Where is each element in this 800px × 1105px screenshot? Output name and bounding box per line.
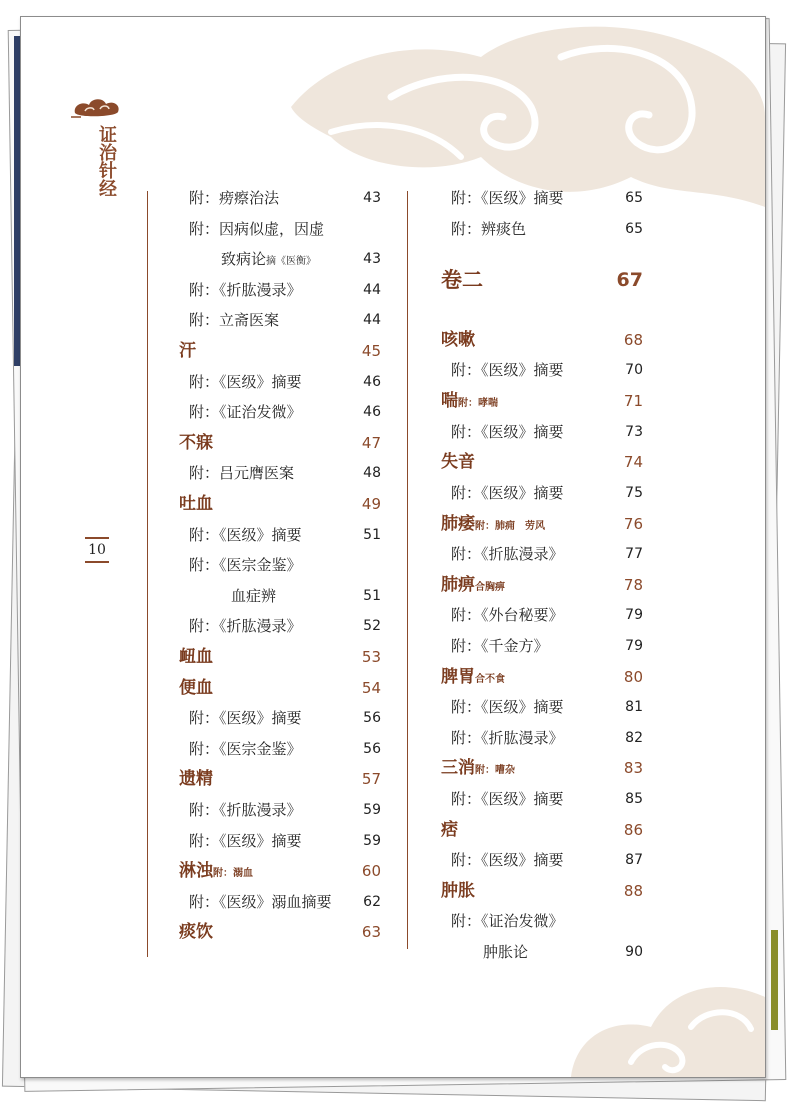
toc-heading (441, 878, 643, 904)
toc-entry-title (441, 664, 505, 693)
toc-entry-title (451, 694, 564, 720)
toc-entry (441, 602, 643, 628)
toc-entry-title (441, 449, 475, 475)
toc-entry-text: 喘 (441, 391, 458, 411)
toc-entry-text: 附：辨痰色 (451, 219, 527, 238)
toc-entry-text: 附：《折肱漫录》 (451, 729, 564, 747)
toc-entry-title (231, 583, 276, 609)
cloud-logo-icon (71, 95, 123, 121)
toc-heading (441, 511, 643, 537)
toc-entry-text: 肺痿 (441, 514, 475, 534)
toc-entry (441, 939, 643, 965)
toc-entry-title (451, 480, 564, 506)
toc-heading (179, 644, 381, 670)
toc-entry-title (451, 541, 564, 567)
toc-page-number: 60 (361, 862, 381, 881)
toc-page-number: 52 (363, 618, 381, 635)
toc-entry-title (189, 399, 302, 425)
toc-entry-title (189, 460, 294, 486)
toc-page-number: 90 (625, 944, 643, 960)
toc-entry-text: 不寐 (179, 432, 213, 453)
toc-entry (179, 889, 381, 915)
toc-entry-title (179, 338, 196, 364)
page-number: 10 (85, 537, 109, 563)
toc-page-number: 77 (625, 546, 643, 562)
toc-page-number: 56 (363, 710, 381, 727)
toc-entry-note: 摘《医衡》 (266, 256, 317, 268)
toc-entry-title (441, 572, 505, 601)
toc-entry-title (451, 633, 549, 659)
toc-entry-title (189, 185, 279, 211)
toc-page-number: 67 (616, 269, 643, 291)
toc-page-number: 48 (363, 465, 381, 482)
toc-entry (179, 399, 381, 425)
toc-entry (441, 541, 643, 567)
toc-page-number: 65 (625, 190, 643, 206)
toc-entry-text: 附：《证治发微》 (189, 403, 302, 422)
toc-entry-text: 附：《医级》摘要 (451, 423, 564, 441)
toc-heading (179, 675, 381, 701)
toc-entry-text: 痰饮 (179, 922, 213, 943)
toc-entry (441, 357, 643, 383)
toc-page-number: 79 (625, 638, 643, 654)
toc-entry-text: 吐血 (179, 494, 213, 514)
toc-entry-text: 附：立斋医案 (189, 311, 280, 330)
toc-entry-text: 附：痨瘵治法 (189, 189, 280, 207)
toc-page-number: 43 (363, 190, 381, 206)
toc-entry-title (189, 889, 332, 915)
toc-page-number: 87 (625, 852, 643, 868)
toc-heading (441, 267, 643, 293)
toc-page-number: 83 (623, 759, 643, 777)
toc-entry (441, 725, 643, 751)
running-title: 证治针经 (96, 125, 117, 197)
toc-entry (179, 828, 381, 854)
page-edge-olive (771, 930, 778, 1030)
toc-entry-title (189, 736, 302, 762)
toc-page-number: 59 (363, 832, 381, 849)
toc-heading (441, 755, 643, 781)
toc-entry-title (179, 766, 213, 792)
toc-entry-text: 附：《外台秘要》 (451, 606, 564, 624)
toc-page-number: 88 (623, 882, 643, 900)
toc-page-number: 46 (363, 373, 381, 390)
toc-entry-note: 附：嘈杂 (475, 765, 515, 776)
toc-page-number: 57 (361, 770, 381, 789)
toc-entry (179, 369, 381, 395)
toc-entry-title (451, 847, 564, 873)
toc-entry-title (179, 430, 213, 456)
toc-entry-title (189, 797, 302, 823)
toc-entry-text: 遗精 (179, 769, 213, 790)
toc-page-number: 76 (623, 515, 643, 533)
toc-page-number: 74 (623, 453, 643, 471)
toc-entry-text: 附：《医级》摘要 (451, 484, 564, 502)
toc-entry-text: 附：《折肱漫录》 (189, 617, 302, 636)
toc-entry-text: 失音 (441, 452, 475, 472)
toc-page-number: 65 (625, 220, 643, 237)
toc-heading (441, 449, 643, 475)
toc-heading (441, 572, 643, 598)
toc-entry (441, 633, 643, 659)
toc-page-number: 68 (623, 331, 643, 349)
toc-entry-text: 附：《千金方》 (451, 637, 549, 655)
toc-entry-title (179, 858, 253, 887)
toc-entry (441, 185, 643, 211)
toc-page-number: 43 (363, 251, 381, 268)
toc-entry-text: 附：《医宗金鉴》 (189, 739, 302, 758)
toc-entry-note: 附：肺痈 劳风 (475, 521, 545, 532)
toc-entry-text: 痞 (441, 820, 458, 840)
toc-entry-text: 附：《折肱漫录》 (189, 801, 302, 819)
toc-entry-text: 附：《证治发微》 (451, 912, 564, 930)
toc-entry-title (179, 491, 213, 517)
toc-heading (179, 491, 381, 517)
toc-entry (179, 185, 381, 211)
toc-heading (179, 338, 381, 364)
toc-page-number: 54 (361, 678, 381, 697)
toc-heading (441, 817, 643, 843)
cloud-ornament-top (271, 17, 765, 207)
toc-entry-title (189, 277, 302, 303)
toc-entry-title (189, 216, 324, 242)
toc-page-number: 82 (625, 730, 643, 746)
toc-entry-title (189, 828, 302, 854)
toc-entry-text: 附：《医级》摘要 (189, 709, 302, 728)
toc-page-number: 44 (363, 281, 381, 298)
toc-page-number: 71 (623, 392, 643, 410)
toc-entry-text: 附：《医级》摘要 (451, 361, 564, 379)
toc-entry-title (451, 357, 564, 383)
toc-entry-text: 附：吕元膺医案 (189, 464, 295, 483)
toc-entry-title (451, 786, 564, 812)
toc-entry (441, 216, 643, 242)
toc-entry-text: 肺痹 (441, 575, 475, 595)
toc-entry-title (451, 908, 564, 934)
toc-page-number: 47 (361, 433, 381, 452)
toc-entry-title (441, 267, 483, 293)
toc-entry-title (179, 919, 213, 945)
toc-entry-text: 附：《医级》摘要 (189, 525, 302, 544)
toc-entry-title (441, 878, 475, 904)
toc-page-number: 51 (363, 526, 381, 543)
toc-entry (179, 246, 381, 272)
toc-entry (179, 797, 381, 823)
toc-page-number: 56 (363, 740, 381, 757)
toc-entry-text: 附：《折肱漫录》 (451, 545, 564, 563)
toc-entry-title (189, 307, 279, 333)
toc-page-number: 85 (625, 791, 643, 807)
toc-heading (441, 388, 643, 414)
toc-entry-text: 附：《医级》摘要 (189, 372, 302, 391)
toc-entry-title (189, 552, 302, 578)
toc-page-number: 53 (361, 648, 381, 666)
toc-page-number: 73 (625, 424, 643, 440)
toc-entry-text: 肿胀 (441, 881, 475, 901)
toc-entry-text: 淋浊 (179, 861, 213, 882)
toc-entry-text: 血症辨 (231, 586, 277, 605)
toc-entry-text: 致病论 (221, 250, 267, 269)
toc-entry-text: 三消 (441, 758, 475, 778)
toc-entry-title (451, 185, 564, 211)
toc-entry (179, 613, 381, 639)
toc-page-number: 79 (625, 607, 643, 623)
toc-entry-title (221, 246, 316, 275)
toc-page-number: 44 (363, 312, 381, 329)
toc-heading (179, 858, 381, 884)
toc-entry (179, 552, 381, 578)
toc-heading (441, 664, 643, 690)
toc-page-number: 78 (623, 576, 643, 594)
toc-page-number: 51 (363, 587, 381, 604)
toc-entry-title (189, 522, 302, 548)
toc-entry-text: 衄血 (179, 647, 213, 667)
toc-entry (441, 786, 643, 812)
toc-entry-title (189, 613, 302, 639)
toc-entry-text: 附：《折肱漫录》 (189, 280, 302, 299)
toc-page-number: 86 (623, 821, 643, 839)
toc-entry-title (189, 369, 302, 395)
toc-entry (179, 460, 381, 486)
toc-entry (179, 705, 381, 731)
toc-entry-text: 便血 (179, 677, 213, 698)
toc-entry-title (441, 817, 458, 843)
toc-entry-title (441, 327, 475, 353)
toc-entry-text: 附：《医级》摘要 (189, 831, 302, 850)
toc-heading (179, 919, 381, 945)
cloud-ornament-bottom (561, 967, 765, 1077)
toc-entry-title (189, 705, 302, 731)
toc-entry (179, 216, 381, 242)
toc-entry-text: 附：因病似虚，因虚 (189, 219, 325, 238)
toc-page-number: 75 (625, 485, 643, 501)
toc-entry (179, 736, 381, 762)
toc-entry-text: 咳嗽 (441, 330, 475, 350)
toc-entry (441, 480, 643, 506)
toc-page-number: 80 (623, 668, 643, 686)
toc-entry-text: 附：《医宗金鉴》 (189, 556, 302, 575)
toc-page-number: 59 (363, 802, 381, 818)
toc-entry (179, 277, 381, 303)
toc-page-number: 46 (363, 404, 381, 421)
toc-page-number: 81 (625, 699, 643, 715)
toc-entry-note: 合不食 (475, 674, 505, 685)
toc-page-number: 70 (625, 362, 643, 378)
toc-entry (179, 522, 381, 548)
toc-heading (441, 327, 643, 353)
toc-entry-note: 附：溺血 (213, 868, 253, 880)
toc-entry-text: 附：《医级》摘要 (451, 698, 564, 716)
left-rule (147, 191, 148, 957)
toc-entry-text: 附：《医级》摘要 (451, 790, 564, 808)
toc-entry-title (451, 725, 564, 751)
toc-entry-text: 卷二 (441, 268, 483, 292)
toc-entry-text: 附：《医级》摘要 (451, 851, 564, 869)
toc-entry-note: 合胸痹 (475, 582, 505, 593)
toc-entry-title (179, 644, 213, 670)
book-page (20, 16, 766, 1078)
toc-page-number: 45 (361, 342, 381, 360)
toc-entry-title (483, 939, 528, 965)
toc-page-number: 49 (361, 495, 381, 513)
toc-entry-title (451, 216, 526, 242)
toc-heading (179, 766, 381, 792)
toc-entry-text: 附：《医级》摘要 (451, 189, 564, 207)
toc-entry-title (441, 511, 545, 540)
toc-entry (441, 908, 643, 934)
toc-heading (179, 430, 381, 456)
toc-page-number: 63 (361, 923, 381, 942)
toc-entry-title (441, 388, 498, 417)
toc-entry-text: 脾胃 (441, 667, 475, 687)
toc-entry (441, 419, 643, 445)
toc-entry-text: 附：《医级》溺血摘要 (189, 892, 332, 911)
toc-entry-title (441, 755, 515, 784)
toc-entry-title (451, 602, 564, 628)
center-rule (407, 191, 408, 949)
toc-entry-note: 附：哮喘 (458, 398, 498, 409)
toc-entry (441, 694, 643, 720)
toc-entry (179, 583, 381, 609)
toc-entry-text: 肿胀论 (483, 943, 529, 961)
toc-entry-text: 汗 (179, 341, 196, 361)
toc-entry (441, 847, 643, 873)
toc-page-number: 62 (363, 893, 381, 910)
toc-entry-title (451, 419, 564, 445)
toc-entry (179, 307, 381, 333)
toc-entry-title (179, 675, 213, 701)
